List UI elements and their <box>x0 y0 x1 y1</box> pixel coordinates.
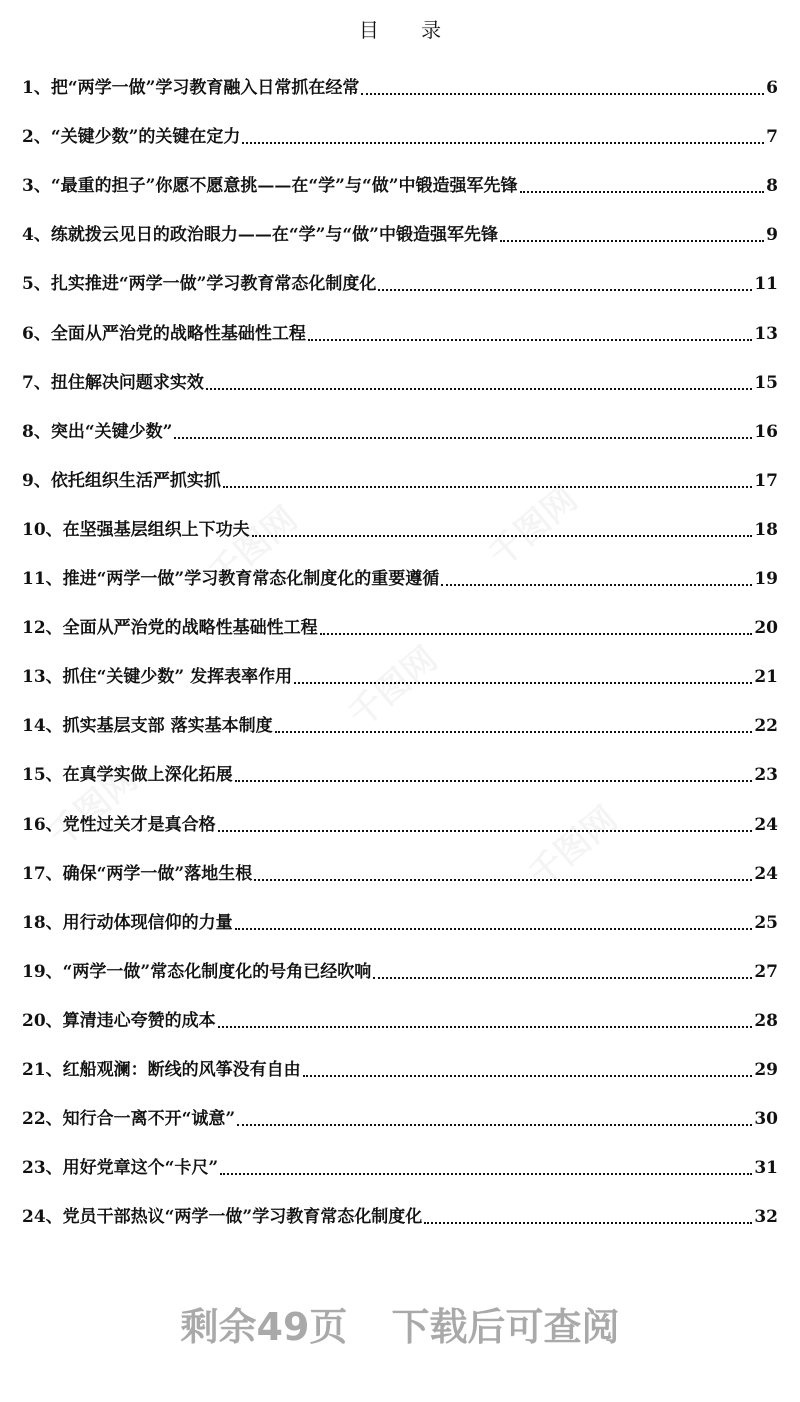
toc-entry-title: 1、把“两学一做”学习教育融入日常抓在经常 <box>22 78 360 99</box>
toc-page-number: 27 <box>754 961 778 982</box>
dot-leader <box>424 1222 752 1224</box>
toc-page-number: 17 <box>754 470 778 491</box>
toc-entry-title: 13、抓住“关键少数” 发挥表率作用 <box>22 667 293 688</box>
download-prompt[interactable] <box>0 1296 800 1351</box>
toc-entry-title: 2、“关键少数”的关键在定力 <box>22 127 241 148</box>
toc-entry-title: 19、“两学一做”常态化制度化的号角已经吹响 <box>22 961 372 982</box>
dot-leader <box>235 780 753 782</box>
toc-page-number: 15 <box>754 372 778 393</box>
toc-entry[interactable] <box>22 938 778 987</box>
dot-leader <box>254 879 752 881</box>
dot-leader <box>373 977 752 979</box>
dot-leader <box>361 93 764 95</box>
toc-entry[interactable] <box>22 1036 778 1085</box>
toc-entry[interactable] <box>22 643 778 692</box>
toc-entry-title: 10、在坚强基层组织上下功夫 <box>22 519 250 540</box>
toc-entry[interactable] <box>22 349 778 398</box>
dot-leader <box>174 437 752 439</box>
toc-entry[interactable] <box>22 447 778 496</box>
toc-page-number: 8 <box>766 176 778 197</box>
toc-page-number: 21 <box>754 667 778 688</box>
dot-leader <box>294 682 752 684</box>
toc-page-number: 9 <box>766 225 778 246</box>
toc-list <box>22 54 778 1232</box>
toc-entry-title: 20、算清违心夸赞的成本 <box>22 1010 216 1031</box>
toc-entry[interactable] <box>22 741 778 790</box>
dot-leader <box>378 289 752 291</box>
toc-entry-title: 8、突出“关键少数” <box>22 421 173 442</box>
toc-entry-title: 14、抓实基层支部 落实基本制度 <box>22 716 273 737</box>
toc-entry-title: 4、练就拨云见日的政治眼力——在“学”与“做”中锻造强军先锋 <box>22 225 498 246</box>
toc-page-number: 28 <box>754 1010 778 1031</box>
toc-entry-title: 22、知行合一离不开“诚意” <box>22 1109 236 1130</box>
dot-leader <box>223 486 753 488</box>
toc-page-number: 19 <box>754 569 778 590</box>
dot-leader <box>218 1026 753 1028</box>
remaining-pages-label: 剩余49页 <box>180 1305 348 1349</box>
toc-entry[interactable] <box>22 152 778 201</box>
dot-leader <box>303 1075 753 1077</box>
toc-entry[interactable] <box>22 398 778 447</box>
dot-leader <box>242 142 764 144</box>
dot-leader <box>206 388 752 390</box>
toc-entry-title: 21、红船观澜：断线的风筝没有自由 <box>22 1059 301 1080</box>
toc-entry[interactable] <box>22 496 778 545</box>
toc-entry[interactable] <box>22 1085 778 1134</box>
toc-page-number: 20 <box>754 618 778 639</box>
toc-page-number: 31 <box>754 1158 778 1179</box>
toc-page-number: 29 <box>754 1059 778 1080</box>
toc-entry[interactable] <box>22 790 778 839</box>
dot-leader <box>218 830 753 832</box>
toc-entry[interactable] <box>22 103 778 152</box>
toc-page-number: 25 <box>754 912 778 933</box>
toc-entry[interactable] <box>22 54 778 103</box>
download-to-view-label: 下载后可查阅 <box>391 1305 620 1349</box>
toc-entry-title: 7、扭住解决问题求实效 <box>22 372 204 393</box>
dot-leader <box>308 339 753 341</box>
dot-leader <box>275 731 753 733</box>
toc-entry[interactable] <box>22 201 778 250</box>
dot-leader <box>220 1173 752 1175</box>
dot-leader <box>320 633 753 635</box>
toc-entry[interactable] <box>22 594 778 643</box>
toc-entry[interactable] <box>22 1183 778 1232</box>
toc-page-number: 16 <box>754 421 778 442</box>
toc-entry-title: 6、全面从严治党的战略性基础性工程 <box>22 323 306 344</box>
dot-leader <box>500 240 764 242</box>
toc-entry[interactable] <box>22 987 778 1036</box>
toc-page-number: 18 <box>754 519 778 540</box>
toc-page-number: 30 <box>754 1109 778 1130</box>
toc-page-number: 7 <box>766 127 778 148</box>
toc-title: 目 录 <box>358 18 460 42</box>
toc-entry-title: 18、用行动体现信仰的力量 <box>22 912 233 933</box>
dot-leader <box>237 1124 752 1126</box>
toc-entry[interactable] <box>22 840 778 889</box>
toc-page-number: 24 <box>754 814 778 835</box>
toc-page-number: 6 <box>766 78 778 99</box>
toc-entry-title: 3、“最重的担子”你愿不愿意挑——在“学”与“做”中锻造强军先锋 <box>22 176 518 197</box>
toc-entry-title: 9、依托组织生活严抓实抓 <box>22 470 221 491</box>
toc-entry-title: 12、全面从严治党的战略性基础性工程 <box>22 618 318 639</box>
toc-entry[interactable] <box>22 299 778 348</box>
toc-entry-title: 24、党员干部热议“两学一做”学习教育常态化制度化 <box>22 1207 423 1228</box>
dot-leader <box>235 928 753 930</box>
toc-entry-title: 5、扎实推进“两学一做”学习教育常态化制度化 <box>22 274 377 295</box>
toc-entry-title: 23、用好党章这个“卡尺” <box>22 1158 219 1179</box>
dot-leader <box>520 191 765 193</box>
toc-entry[interactable] <box>22 250 778 299</box>
toc-page-number: 11 <box>754 274 778 295</box>
toc-page-number: 13 <box>754 323 778 344</box>
toc-entry[interactable] <box>22 545 778 594</box>
toc-entry[interactable] <box>22 889 778 938</box>
toc-page-number: 24 <box>754 863 778 884</box>
toc-page-number: 23 <box>754 765 778 786</box>
dot-leader <box>252 535 753 537</box>
toc-page-number: 32 <box>754 1207 778 1228</box>
toc-entry-title: 16、党性过关才是真合格 <box>22 814 216 835</box>
toc-entry-title: 17、确保“两学一做”落地生根 <box>22 863 253 884</box>
toc-entry[interactable] <box>22 692 778 741</box>
toc-entry[interactable] <box>22 1134 778 1183</box>
dot-leader <box>441 584 752 586</box>
toc-page-number: 22 <box>754 716 778 737</box>
toc-entry-title: 15、在真学实做上深化拓展 <box>22 765 233 786</box>
toc-entry-title: 11、推进“两学一做”学习教育常态化制度化的重要遵循 <box>22 569 440 590</box>
